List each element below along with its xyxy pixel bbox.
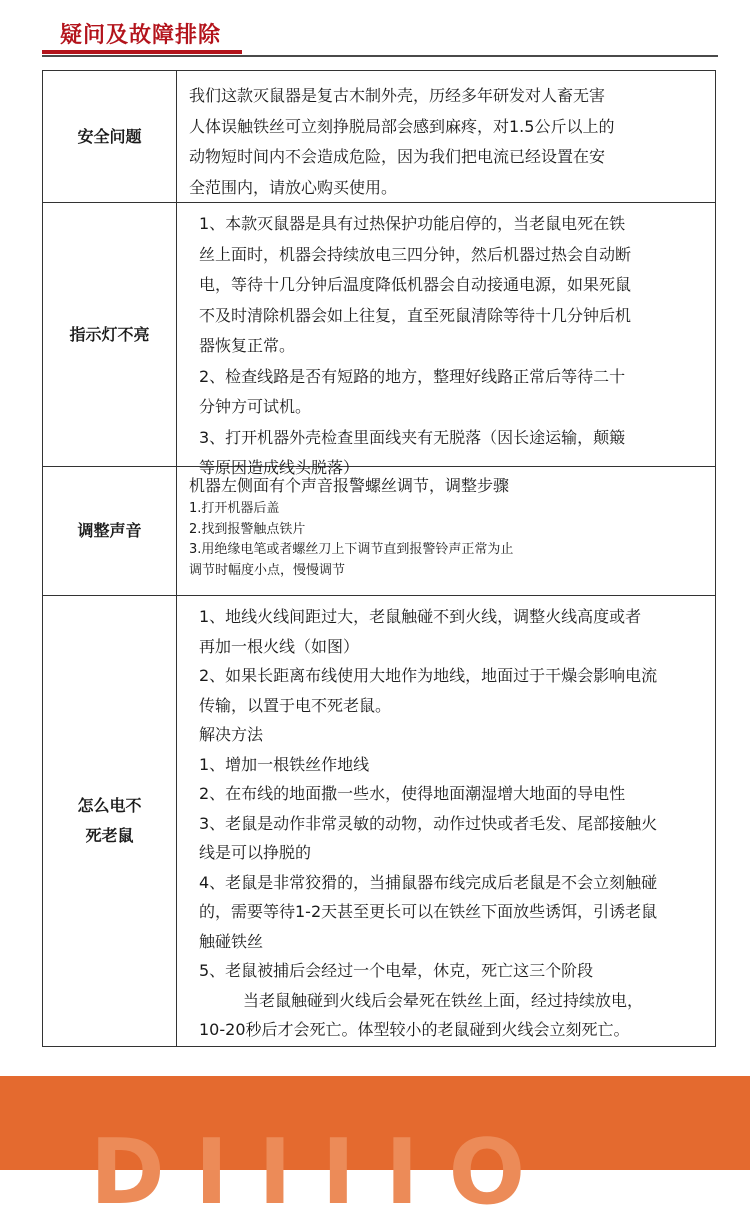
answer-line: 丝上面时，机器会持续放电三四分钟，然后机器过热会自动断 bbox=[199, 244, 632, 264]
faq-answer bbox=[177, 203, 715, 477]
answer-line: 全范围内，请放心购买使用。 bbox=[189, 177, 398, 197]
answer-line: 3、打开机器外壳检查里面线夹有无脱落（因长途运输，颠簸 bbox=[199, 427, 626, 447]
faq-label-line: 怎么电不 bbox=[77, 796, 142, 815]
faq-row-sound bbox=[43, 467, 715, 596]
answer-line: 再加一根火线（如图） bbox=[199, 636, 360, 656]
answer-line: 当老鼠触碰到火线后会晕死在铁丝上面，经过持续放电， bbox=[243, 990, 644, 1010]
answer-line: 我们这款灭鼠器是复古木制外壳，历经多年研发对人畜无害 bbox=[189, 86, 606, 105]
section-title: 疑问及故障排除 bbox=[60, 23, 222, 48]
answer-line: 5、老鼠被捕后会经过一个电晕，休克，死亡这三个阶段 bbox=[199, 961, 594, 980]
answer-line: 传输，以置于电不死老鼠。 bbox=[199, 695, 392, 715]
answer-line: 动物短时间内不会造成危险，因为我们把电流已经设置在安 bbox=[189, 147, 606, 166]
answer-line: 线是可以挣脱的 bbox=[199, 843, 312, 862]
answer-line: 2、如果长距离布线使用大地作为地线，地面过于干燥会影响电流 bbox=[199, 666, 658, 685]
answer-line: 等原因造成线头脱落） bbox=[199, 458, 360, 477]
answer-line: 调节时幅度小点，慢慢调节 bbox=[189, 562, 346, 578]
answer-line: 器恢复正常。 bbox=[199, 336, 296, 355]
answer-line: 电，等待十几分钟后温度降低机器会自动接通电源，如果死鼠 bbox=[199, 275, 632, 294]
title-accent-bar bbox=[42, 50, 242, 54]
answer-line: 2、在布线的地面撒一些水，使得地面潮湿增大地面的导电性 bbox=[199, 784, 626, 803]
answer-line: 2.找到报警触点铁片 bbox=[189, 521, 306, 537]
answer-line: 的，需要等待1-2天甚至更长可以在铁丝下面放些诱饵，引诱老鼠 bbox=[199, 902, 658, 921]
answer-line: 1、地线火线间距过大，老鼠触碰不到火线，调整火线高度或者 bbox=[199, 607, 642, 626]
answer-line: 不及时清除机器会如上往复，直至死鼠清除等待十几分钟后机 bbox=[199, 305, 632, 325]
answer-line: 分钟方可试机。 bbox=[199, 397, 312, 416]
faq-label: 指示灯不亮 bbox=[43, 203, 177, 466]
answer-lead: 机器左侧面有个声音报警螺丝调节，调整步骤 bbox=[189, 476, 510, 495]
title-divider bbox=[42, 55, 718, 57]
faq-row-safety bbox=[43, 71, 715, 203]
answer-line: 10-20秒后才会死亡。体型较小的老鼠碰到火线会立刻死亡。 bbox=[199, 1020, 630, 1039]
faq-table bbox=[42, 70, 716, 1047]
answer-line: 1、本款灭鼠器是具有过热保护功能启停的，当老鼠电死在铁 bbox=[199, 214, 626, 233]
answer-line: 人体误触铁丝可立刻挣脱局部会感到麻疼，对1.5公斤以上的 bbox=[189, 116, 615, 136]
answer-line: 3.用绝缘电笔或者螺丝刀上下调节直到报警铃声正常为止 bbox=[189, 542, 514, 557]
faq-answer bbox=[177, 71, 715, 202]
faq-label bbox=[43, 596, 177, 1046]
faq-answer bbox=[177, 596, 715, 1046]
footer-watermark: DIIIIO bbox=[90, 1120, 556, 1225]
answer-line: 3、老鼠是动作非常灵敏的动物，动作过快或者毛发、尾部接触火 bbox=[199, 813, 658, 833]
faq-answer bbox=[177, 467, 715, 595]
answer-line: 触碰铁丝 bbox=[199, 931, 264, 951]
faq-row-not-killing bbox=[43, 596, 715, 1047]
answer-line: 4、老鼠是非常狡猾的，当捕鼠器布线完成后老鼠是不会立刻触碰 bbox=[199, 872, 658, 892]
answer-line: 1.打开机器后盖 bbox=[189, 501, 280, 516]
answer-line: 解决方法 bbox=[199, 725, 264, 744]
faq-label-line: 死老鼠 bbox=[85, 826, 134, 845]
faq-row-indicator bbox=[43, 203, 715, 477]
faq-label: 调整声音 bbox=[43, 467, 177, 595]
faq-label: 安全问题 bbox=[43, 71, 177, 202]
answer-line: 2、检查线路是否有短路的地方，整理好线路正常后等待二十 bbox=[199, 366, 626, 386]
answer-line: 1、增加一根铁丝作地线 bbox=[199, 754, 370, 774]
